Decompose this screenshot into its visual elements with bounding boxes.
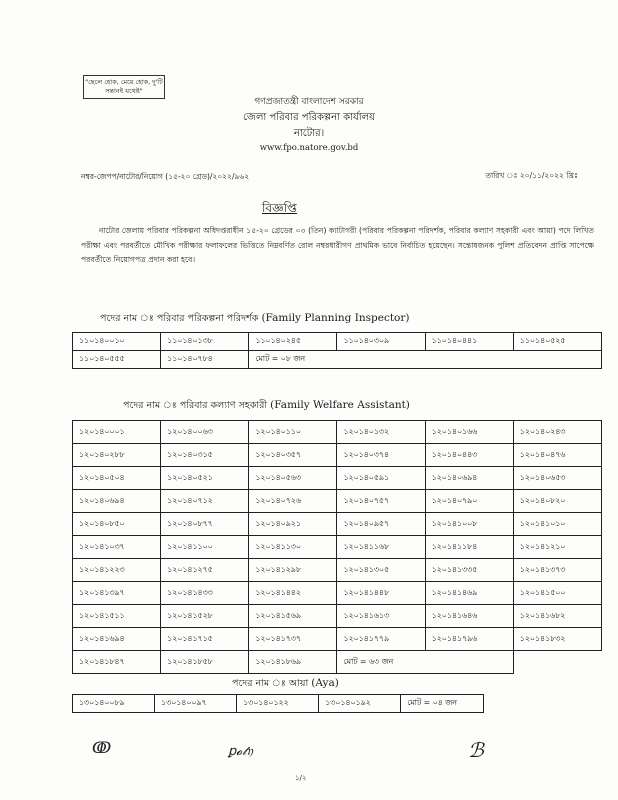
roll-number: ১২০১৪০৩৫৭	[249, 444, 337, 467]
roll-number: ১২০১৪১৩০৫	[337, 559, 425, 582]
table-row	[73, 333, 602, 351]
roll-number: ১২০১৪১৭৭৯	[337, 628, 425, 651]
roll-number: ১২০১৪০৭২৬	[249, 490, 337, 513]
roll-number: ১২০১৪০২৮৮	[73, 444, 161, 467]
roll-number: ১২০১৪০৬৯৪	[73, 490, 161, 513]
roll-number: ১১০১৪০৫৫৫	[73, 351, 161, 369]
roll-number: ১১০১৪০০১০	[73, 333, 161, 351]
roll-number: ১১০১৪০২৪৫	[249, 333, 337, 351]
roll-number: ১২০১৪০৮২০	[513, 490, 601, 513]
memo-date: তারিখ ঃ ২০/১১/২০২২ খ্রিঃ	[485, 171, 578, 180]
roll-number: ১২০১৪০৪৭৬	[513, 444, 601, 467]
roll-number: ১২০১৪১৭১৫	[161, 628, 249, 651]
roll-number: ১২০১৪০৭১২	[161, 490, 249, 513]
roll-number: ১২০১৪১৪৪৮	[337, 582, 425, 605]
roll-number: ১২০১৪১২২৩	[73, 559, 161, 582]
roll-number: ১২০১৪১৮৩২	[513, 628, 601, 651]
roll-number: ১২০১৪০৫৬৩	[249, 467, 337, 490]
roll-number: ১২০১৪০৬৯৪	[425, 467, 513, 490]
post-label: পদের নাম ঃ আয়া	[232, 678, 309, 689]
post-english-name: (Family Planning Inspector)	[261, 312, 410, 324]
roll-number: ১২০১৪০৭৯০	[425, 490, 513, 513]
roll-number: ১২০১৪০৯২১	[249, 513, 337, 536]
table-row	[73, 559, 602, 582]
notice-body: নাটোর জেলায় পরিবার পরিকল্পনা অধিদপ্তরাধীন ১৫-২০ গ্রেডের ০৩ (তিন) ক্যাটাগরী (পরিবার পরিকল্পনা পরিদর্শক, পরিবার কল্যাণ সহকারী এবং আয়া) পদে লিখিত পরীক্ষা এবং পরবর্তীতে মৌখিক পরীক্ষার ফলাফলের ভিত্তিতে নিম্নবর্ণিত রোল নম্বরধারীগণ প্রাথমিক ভাবে নির্বাচিত হয়েছেন। সন্তোষজনক পুলিশ প্রতিবেদন প্রাপ্তি সাপেক্ষে পরবর্তীতে নিয়োগপত্র প্রদান করা হবে।	[81, 226, 594, 264]
roll-number: ১২০১৪০৩৭৪	[337, 444, 425, 467]
table-row	[73, 582, 602, 605]
roll-number: ১২০১৪০০০১	[73, 421, 161, 444]
roll-number: ১২০১৪০১১০	[249, 421, 337, 444]
table-row	[73, 651, 602, 674]
roll-number: ১২০১৪০২৪৩	[513, 421, 601, 444]
roll-number: ১২০১৪১০০৮	[425, 513, 513, 536]
table-row	[73, 605, 602, 628]
roll-number: ১২০১৪১৪৩৩	[161, 582, 249, 605]
roll-table-inspector	[72, 332, 602, 369]
roll-number: ১২০১৪১১০০	[161, 536, 249, 559]
roll-number: ১২০১৪০৫০৪	[73, 467, 161, 490]
page-number: ১/২	[295, 774, 307, 782]
roll-number: ১২০১৪০৮৫০	[73, 513, 161, 536]
roll-number: ১২০১৪০৫২১	[161, 467, 249, 490]
roll-number: ১৩০১৪০০৮৯	[73, 695, 155, 713]
roll-number: ১২০১৪১৫২৮	[161, 605, 249, 628]
roll-table-aya	[72, 694, 484, 713]
memo-number: নম্বর-জেপপ/নাটোর/নিয়োগ (১৫-২০ গ্রেড)/২০২২/৯৬২	[81, 172, 250, 181]
roll-number: ১২০১৪১৫০০	[513, 582, 601, 605]
roll-number: ১২০১৪১৭৩৭	[249, 628, 337, 651]
total-count: মোট = ৬৩ জন	[337, 651, 513, 674]
notice-title: বিজ্ঞপ্তি	[262, 201, 297, 215]
roll-number: ১২০১৪১৬৯৪	[73, 628, 161, 651]
roll-number: ১২০১৪১০১০	[513, 513, 601, 536]
post-english-name: (Family Welfare Assistant)	[270, 399, 410, 411]
roll-number: ১১০১৪০৪৪১	[425, 333, 513, 351]
table-row	[73, 536, 602, 559]
roll-number: ১২০১৪১৩৯৭	[73, 582, 161, 605]
post-english-name: (Aya)	[311, 677, 339, 689]
government-name: গণপ্রজাতন্ত্রী বাংলাদেশ সরকার	[254, 97, 364, 107]
roll-number: ১৩০১৪০১৯২	[319, 695, 401, 713]
roll-number: ১২০১৪০৪৪৩	[425, 444, 513, 467]
roll-number: ১২০১৪১৬৮২	[513, 605, 601, 628]
table-row	[73, 628, 602, 651]
roll-number: ১২০১৪১৩৭৩	[513, 559, 601, 582]
post-label: পদের নাম ঃ পরিবার কল্যাণ সহকারী	[123, 400, 268, 411]
signature-3: ℬ	[468, 738, 484, 762]
roll-number: ১২০১৪০৯৫৭	[337, 513, 425, 536]
roll-number: ১২০১৪১১৩০	[249, 536, 337, 559]
roll-number: ১২০১৪১৪৬৯	[425, 582, 513, 605]
roll-number: ১১০১৪০৭৮৪	[161, 351, 249, 369]
signature-2: ꝑ𝓸𝓉𝔶	[228, 744, 253, 759]
table-row	[73, 444, 602, 467]
roll-number: ১২০১৪১৬১৩	[337, 605, 425, 628]
roll-number: ১২০১৪০৬৫৩	[513, 467, 601, 490]
table-row	[73, 695, 484, 713]
slogan-box: "ছেলে হোক, মেয়ে হোক, দু'টি সন্তানই যথেষ্ট"	[83, 75, 165, 99]
table-row	[73, 513, 602, 536]
roll-number: ১১০১৪০১৩৮	[161, 333, 249, 351]
roll-number: ১২০১৪১৭৯৬	[425, 628, 513, 651]
roll-number: ১২০১৪১১৬৮	[337, 536, 425, 559]
roll-number: ১২০১৪০৫৯১	[337, 467, 425, 490]
table-row	[73, 467, 602, 490]
roll-number: ১২০১৪১২৭৫	[161, 559, 249, 582]
roll-number: ১২০১৪০৭৫৭	[337, 490, 425, 513]
roll-number: ১২০১৪১৫৬৯	[249, 605, 337, 628]
table-row	[73, 351, 602, 369]
roll-number: ১২০১৪১৮৪৭	[73, 651, 161, 674]
roll-number: ১২০১৪০১৩২	[337, 421, 425, 444]
roll-table-welfare-assistant	[72, 420, 602, 674]
post-title-inspector	[100, 312, 409, 327]
roll-number: ১২০১৪১৮৬৯	[249, 651, 337, 674]
roll-number: ১২০১৪১৩৩৫	[425, 559, 513, 582]
post-title-aya	[232, 677, 339, 692]
roll-number: ১২০১৪১১৮৪	[425, 536, 513, 559]
signature-1: ↂ	[92, 738, 112, 757]
office-name: জেলা পরিবার পরিকল্পনা কার্যালয়	[242, 112, 376, 123]
table-row	[73, 490, 602, 513]
roll-number: ১১০১৪০৫২৫	[513, 333, 601, 351]
roll-number: ১২০১৪১২৯৮	[249, 559, 337, 582]
office-city: নাটোর।	[293, 128, 325, 139]
post-label: পদের নাম ঃ পরিবার পরিকল্পনা পরিদর্শক	[100, 313, 259, 324]
roll-number: ১৩০১৪০০৯৭	[155, 695, 237, 713]
roll-number: ১২০১৪১৪৪২	[249, 582, 337, 605]
roll-number: ১২০১৪১০৩৭	[73, 536, 161, 559]
roll-number: ১২০১৪১২১০	[513, 536, 601, 559]
roll-number: ১১০১৪০৩০৯	[337, 333, 425, 351]
roll-number: ১২০১৪০১৬৬	[425, 421, 513, 444]
roll-number: ১২০১৪১৫১১	[73, 605, 161, 628]
total-count: মোট = ০৮ জন	[249, 351, 602, 369]
table-row	[73, 421, 602, 444]
roll-number: ১২০১৪১৬৪৬	[425, 605, 513, 628]
roll-number: ১২০১৪১৮৫৮	[161, 651, 249, 674]
total-count: মোট = ০৪ জন	[401, 695, 484, 713]
post-title-welfare-assistant	[123, 399, 410, 414]
roll-number: ১২০১৪০৩১৫	[161, 444, 249, 467]
office-website: www.fpo.natore.gov.bd	[259, 143, 359, 153]
roll-number: ১২০১৪০৮৭৭	[161, 513, 249, 536]
roll-number: ১৩০১৪০১২২	[237, 695, 319, 713]
roll-number: ১২০১৪০০৬৩	[161, 421, 249, 444]
